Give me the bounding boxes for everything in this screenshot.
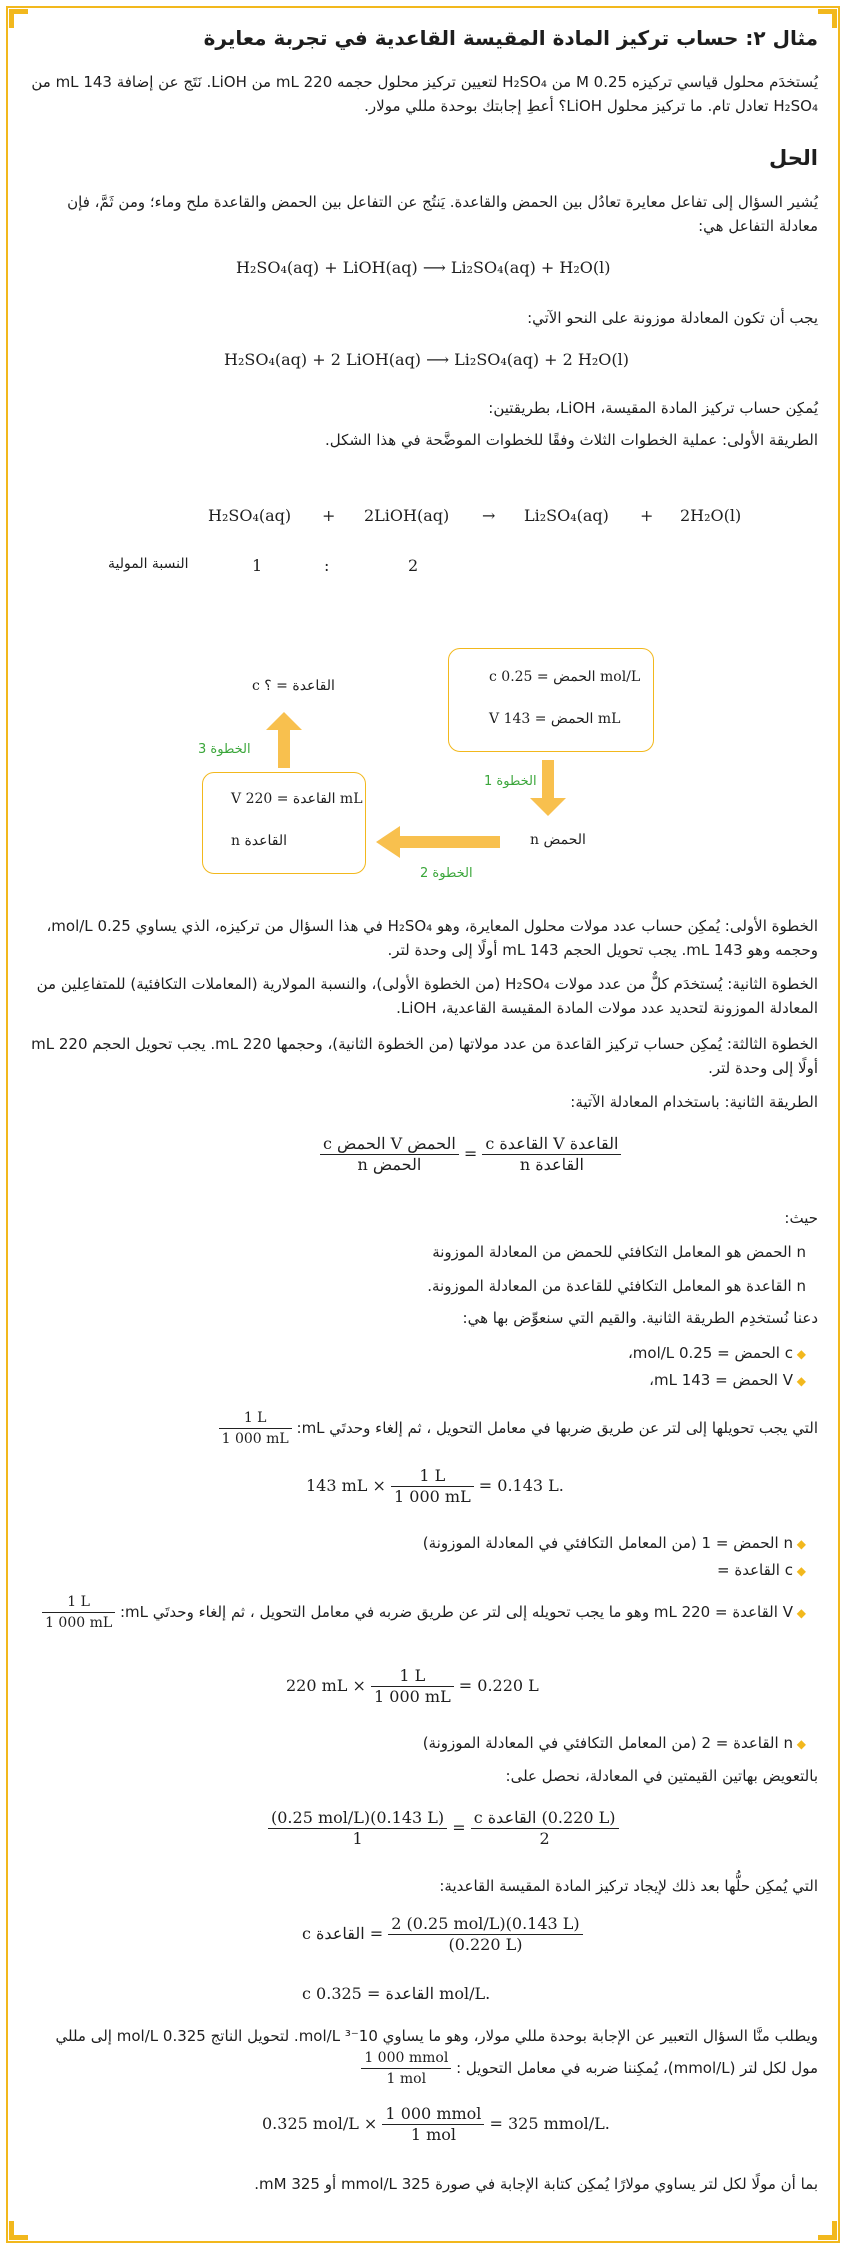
step-one-text: الخطوة الأولى: يُمكِن حساب عدد مولات محلول المعايرة، وهو H₂SO₄ في هذا السؤال من تركيزه، الذي يساوي 0.25 mol/L، وحجمه وهو 143 mL. يجب تحويل الحجم 143 mL أولًا إلى وحدة لتر. bbox=[46, 917, 818, 959]
conversion-text-1: التي يجب تحويلها إلى لتر عن طريق ضربها في معامل التحويل ، ثم إلغاء وحدتَي mL: $\frac{1 L}{1 000 mL}$ bbox=[28, 1408, 818, 1449]
method-two-text: الطريقة الثانية: باستخدام المعادلة الآتية: bbox=[570, 1093, 818, 1111]
substitution-intro: دعنا نُستخدِم الطريقة الثانية. والقيم التي سنعوِّض بها هي: bbox=[462, 1309, 818, 1327]
acid-moles: n الحمض bbox=[530, 832, 586, 848]
values-list-1 bbox=[628, 1340, 806, 1394]
formula-den-right: n القاعدة bbox=[519, 1155, 584, 1174]
page-title: مثال ٢: حساب تركيز المادة المقيسة القاعدية في تجربة معايرة bbox=[203, 26, 818, 50]
base-concentration-unknown: c القاعدة = ؟ bbox=[252, 678, 335, 694]
solve-text: التي يُمكِن حلُّها بعد ذلك لإيجاد تركيز المادة المقيسة القاعدية: bbox=[439, 1877, 818, 1895]
solution-heading: الحل bbox=[769, 146, 818, 170]
frame-corner bbox=[9, 2221, 28, 2240]
list-item: ◆ c الحمض = 0.25 mol/L، bbox=[627, 1344, 806, 1362]
balance-note: يجب أن تكون المعادلة موزونة على النحو الآتي: bbox=[527, 309, 818, 327]
bullet-icon: ◆ bbox=[792, 1347, 806, 1361]
product-water: 2H₂O(l) bbox=[680, 506, 742, 525]
base-volume: V القاعدة = 220 mL bbox=[231, 791, 363, 807]
ratio-acid: 1 bbox=[252, 556, 263, 575]
values-list-2 bbox=[423, 1530, 806, 1584]
substitution-text: بالتعويض بهاتين القيمتين في المعادلة، نحصل على: bbox=[505, 1767, 818, 1785]
bullet-icon: ◆ bbox=[792, 1374, 806, 1388]
step3-label: الخطوة 3 bbox=[198, 742, 251, 757]
step2-arrow bbox=[376, 826, 500, 858]
question-text: يُستخدَم محلول قياسي تركيزه 0.25 M من H₂SO₄ لتعيين تركيز محلول حجمه 220 mL من LiOH. نَتَج عن إضافة 143 mL من H₂SO₄ تعادل تام. ما تركيز محلول LiOH؟ أعطِ إجابتك بوحدة مللي مولار. bbox=[31, 73, 818, 115]
two-methods-text: يُمكِن حساب تركيز المادة المقيسة، LiOH، بطريقتين: bbox=[488, 399, 818, 417]
balanced-equation: H₂SO₄(aq) + 2 LiOH(aq) ⟶ Li₂SO₄(aq) + 2 H₂O(l) bbox=[224, 350, 629, 369]
solution-intro: يُشير السؤال إلى تفاعل معايرة تعادُل بين الحمض والقاعدة. يَنتُج عن التفاعل بين الحمض والقاعدة ملح وماء؛ ومن ثَمَّ، فإن معادلة التفاعل هي: bbox=[67, 193, 818, 235]
plus-sign: + bbox=[640, 506, 654, 525]
bullet-icon: ◆ bbox=[792, 1737, 806, 1751]
list-item: ◆ c القاعدة = bbox=[717, 1561, 806, 1579]
example-frame bbox=[6, 6, 840, 2243]
product-salt: Li₂SO₄(aq) bbox=[524, 506, 609, 525]
step-three-text: الخطوة الثالثة: يُمكِن حساب تركيز القاعدة من عدد مولاتها (من الخطوة الثانية)، وحجمها 220 mL. يجب تحويل الحجم 220 mL أولًا إلى وحدة لتر. bbox=[31, 1035, 818, 1077]
step-two-text: الخطوة الثانية: يُستخدَم كلٌّ من عدد مولات H₂SO₄ (من الخطوة الأولى)، والنسبة المولارية (المعاملات التكافئية) للمتفاعِلين من المعادلة الموزونة لتحديد عدد مولات المادة المقيسة القاعدية، LiOH. bbox=[36, 975, 818, 1017]
formula-num-left: c الحمض V الحمض bbox=[320, 1134, 459, 1155]
ratio-colon: : bbox=[324, 556, 330, 575]
base-volume-conversion-text: ◆ V القاعدة = 220 mL وهو ما يجب تحويله إلى لتر عن طريق ضربه في معامل التحويل ، ثم إلغاء وحدتَي mL: $\frac{1 L}{1 000 mL}$ bbox=[28, 1592, 806, 1633]
acid-concentration: c الحمض = 0.25 mol/L bbox=[489, 669, 641, 685]
list-item: ◆ V الحمض = 143 mL، bbox=[649, 1371, 806, 1389]
step1-label: الخطوة 1 bbox=[484, 774, 537, 789]
concentration-result: c القاعدة = 0.325 mol/L. bbox=[302, 1984, 491, 2003]
concentration-expression: c القاعدة = $\frac{\text{2 (0.25 mol/L)(0.143 L)}}{(0.220 L)}$ bbox=[302, 1914, 583, 1955]
step-arrows bbox=[0, 600, 846, 900]
final-answer: بما أن مولًا لكل لتر يساوي مولارًا يُمكِن كتابة الإجابة في صورة 325 mmol/L أو 325 mM. bbox=[254, 2175, 818, 2193]
frame-corner bbox=[818, 9, 837, 28]
bullet-icon: ◆ bbox=[792, 1606, 806, 1620]
millimolar-conversion: 0.325 mol/L × $\frac{\text{1 000 mmol}}{\text{1 mol}}$ = 325 mmol/L. bbox=[262, 2104, 610, 2144]
reactant-acid: H₂SO₄(aq) bbox=[208, 506, 292, 525]
bullet-icon: ◆ bbox=[792, 1564, 806, 1578]
unbalanced-equation: H₂SO₄(aq) + LiOH(aq) ⟶ Li₂SO₄(aq) + H₂O(l) bbox=[236, 258, 611, 277]
millimolar-text: ويطلب منَّا السؤال التعبير عن الإجابة بوحدة مللي مولار، وهو ما يساوي 10⁻³ mol/L. لتحويل الناتج 0.325 mol/L إلى مللي مول لكل لتر (mmol/L)، يُمكِننا ضربه في معامل التحويل : $\frac{\text{1 000 mmol}}{\text{1 mol}}$ bbox=[55, 2027, 818, 2087]
acid-volume: V الحمض = 143 mL bbox=[489, 711, 621, 727]
step3-arrow bbox=[266, 712, 302, 768]
where-label: حيث: bbox=[784, 1209, 818, 1227]
plus-sign: + bbox=[322, 506, 336, 525]
reaction-arrow: → bbox=[482, 506, 496, 525]
list-item: ◆ n القاعدة = 2 (من المعامل التكافئي في المعادلة الموزونة) bbox=[422, 1734, 806, 1752]
values-list-3 bbox=[423, 1730, 806, 1757]
where-base: n القاعدة هو المعامل التكافئي للقاعدة من المعادلة الموزونة. bbox=[427, 1277, 806, 1295]
list-item: ◆ n الحمض = 1 (من المعامل التكافئي في المعادلة الموزونة) bbox=[422, 1534, 806, 1552]
formula-num-right: c القاعدة V القاعدة bbox=[482, 1134, 621, 1155]
volume-conversion-base: 220 mL × $\frac{1 L}{1 000 mL}$ = 0.220 L bbox=[286, 1666, 539, 1706]
formula-den-left: n الحمض bbox=[357, 1155, 422, 1174]
step2-label: الخطوة 2 bbox=[420, 866, 473, 881]
titration-formula: $\frac{\text{c الحمض V الحمض}}{\text{n الحمض}}$ = $\frac{\text{c القاعدة V القاعدة}}{\text{n القاعدة}}$ bbox=[320, 1134, 621, 1175]
ratio-base: 2 bbox=[408, 556, 419, 575]
base-moles: n القاعدة bbox=[231, 833, 288, 849]
method-one-text: الطريقة الأولى: عملية الخطوات الثلاث وفقًا للخطوات الموضَّحة في هذا الشكل. bbox=[324, 431, 818, 449]
substituted-equation: $\frac{\text{(0.25 mol/L)(0.143 L)}}{1}$ = $\frac{\text{c القاعدة (0.220 L)}}{2}$ bbox=[268, 1808, 619, 1849]
mole-ratio-label: النسبة المولية bbox=[108, 556, 189, 572]
where-acid: n الحمض هو المعامل التكافئي للحمض من المعادلة الموزونة bbox=[432, 1243, 806, 1261]
frame-corner bbox=[818, 2221, 837, 2240]
bullet-icon: ◆ bbox=[792, 1537, 806, 1551]
frame-corner bbox=[9, 9, 28, 28]
reactant-base: 2LiOH(aq) bbox=[364, 506, 450, 525]
volume-conversion-acid: 143 mL × $\frac{1 L}{1 000 mL}$ = 0.143 L. bbox=[306, 1466, 564, 1506]
